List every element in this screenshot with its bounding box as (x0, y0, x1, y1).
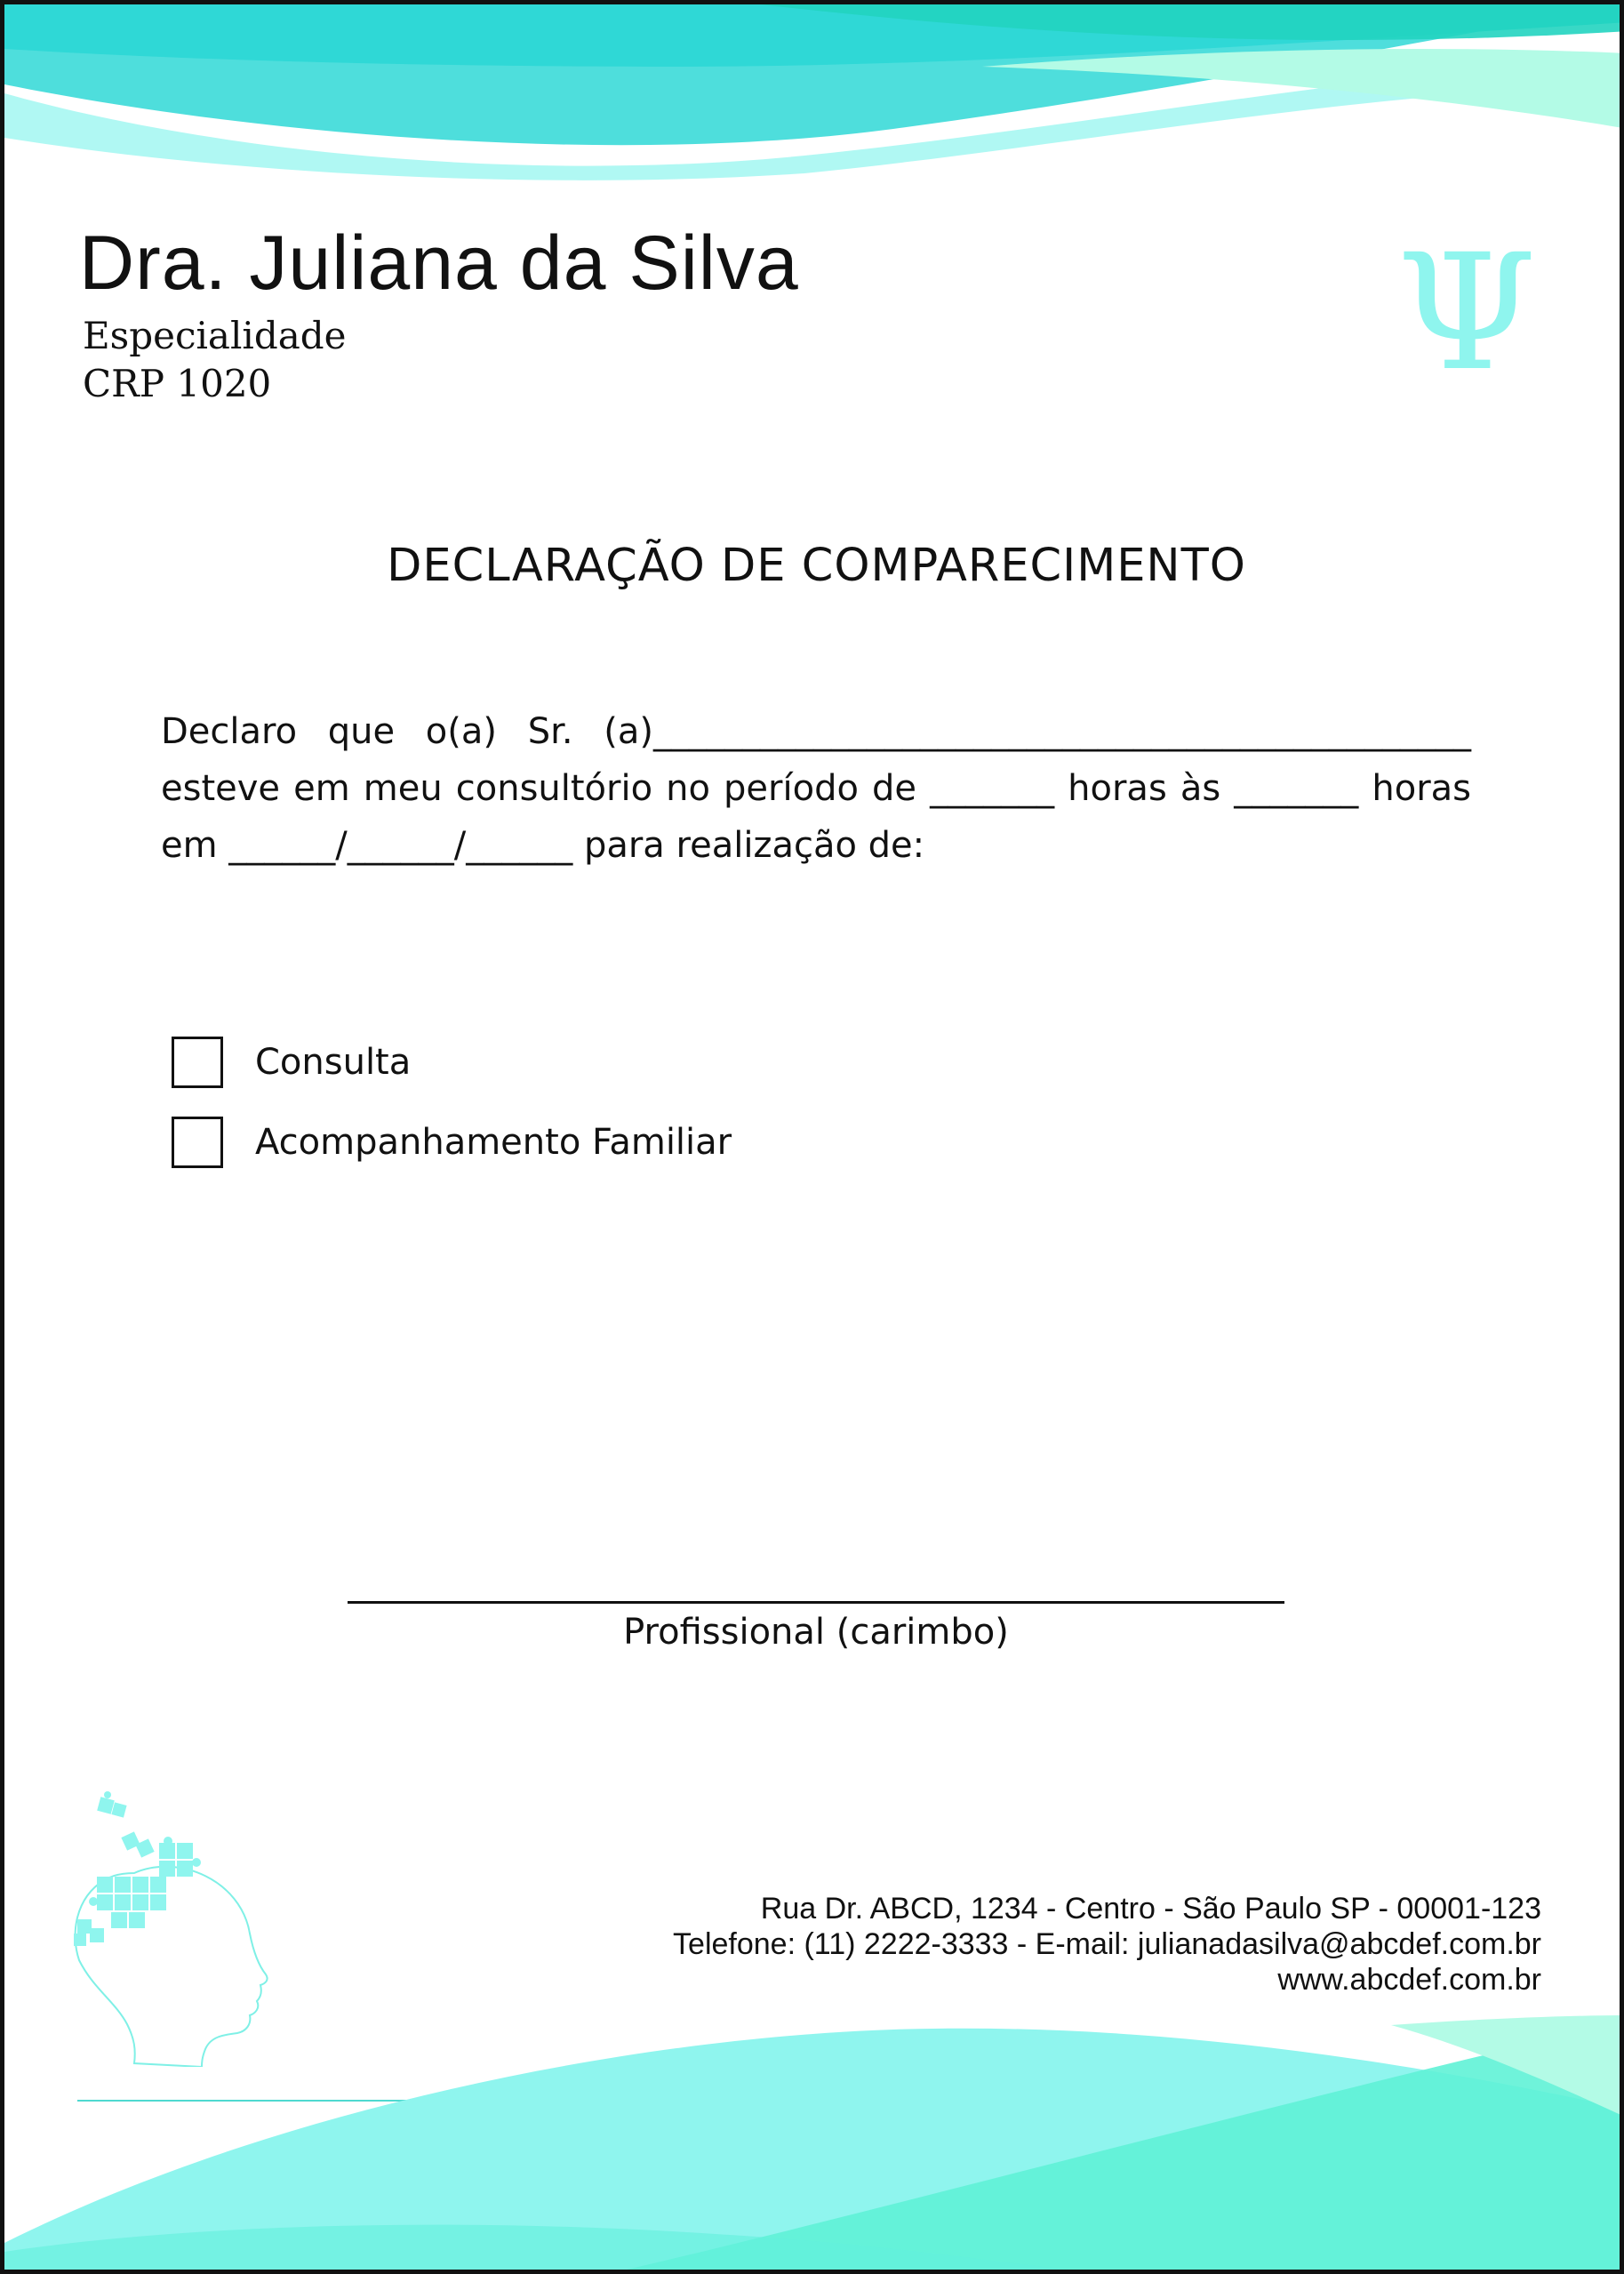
consulta-checkbox[interactable] (172, 1037, 223, 1088)
psi-icon: Ψ (1396, 220, 1537, 406)
signature-line (348, 1601, 1284, 1604)
doctor-name: Dra. Juliana da Silva (79, 220, 799, 306)
declaration-line-patient: Declaro que o(a) Sr. (a)______________________________________________ (161, 711, 1471, 752)
acompanhamento-familiar-label: Acompanhamento Familiar (255, 1122, 732, 1163)
doctor-specialty: Especialidade (83, 314, 347, 357)
document-title: DECLARAÇÃO DE COMPARECIMENTO (387, 540, 1246, 592)
option-acompanhamento-familiar[interactable] (172, 1114, 732, 1171)
declaration-line-date: em ______/______/______ para realização de: (161, 825, 925, 866)
website-link[interactable]: www.abcdef.com.br (1277, 1963, 1541, 1997)
address-text: Rua Dr. ABCD, 1234 - Centro - São Paulo SP - 00001-123 (760, 1892, 1541, 1926)
bottom-wave-decoration (4, 2012, 1624, 2270)
declaration-body (161, 703, 1471, 874)
top-wave-decoration (4, 4, 1624, 182)
declaration-line-period: esteve em meu consultório no período de _______ horas às _______ horas (161, 768, 1471, 809)
doctor-registration: CRP 1020 (83, 362, 272, 405)
phone-email-text: Telefone: (11) 2222-3333 - E-mail: julianadasilva@abcdef.com.br (673, 1927, 1541, 1961)
acompanhamento-familiar-checkbox[interactable] (172, 1117, 223, 1168)
contact-block (673, 1891, 1541, 1998)
consulta-label: Consulta (255, 1042, 412, 1083)
option-consulta[interactable] (172, 1034, 411, 1091)
signature-label: Profissional (carimbo) (623, 1612, 1009, 1653)
